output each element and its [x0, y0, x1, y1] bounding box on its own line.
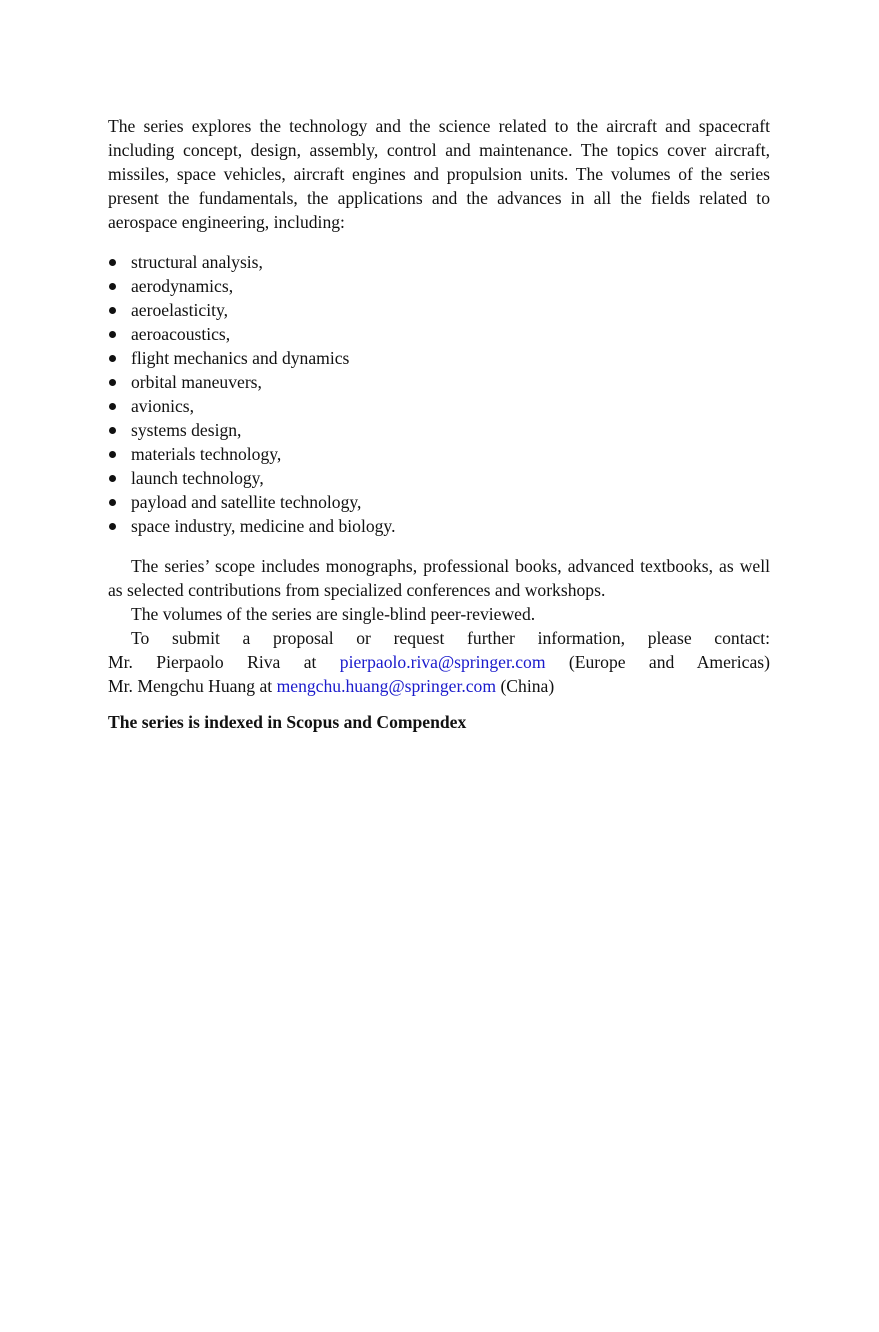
email-link-huang[interactable]: mengchu.huang@springer.com — [276, 676, 497, 696]
topic-label: aerodynamics, — [131, 276, 234, 296]
topic-label: structural analysis, — [131, 252, 263, 272]
contact-intro: To submit a proposal or request further information, please contact: — [131, 628, 770, 648]
scope-paragraph: The series’ scope includes monographs, professional books, advanced textbooks, as well as selected contributions from specialized conferences and workshops. — [108, 556, 770, 600]
list-item — [108, 466, 770, 490]
topic-label: systems design, — [131, 420, 242, 440]
list-item — [108, 514, 770, 538]
email-link-riva[interactable]: pierpaolo.riva@springer.com — [339, 652, 546, 672]
contact-line-europe — [108, 650, 770, 674]
bullet-icon — [109, 307, 116, 314]
topic-list — [108, 250, 770, 538]
contact-paragraph — [108, 626, 770, 698]
topic-label: launch technology, — [131, 468, 264, 488]
bullet-icon — [109, 283, 116, 290]
series-description: The series explores the technology and the science related to the aircraft and spacecraft including concept, design, assembly, control and maintenance. The topics cover aircraft, missiles, space vehicles, aircraft engines and propulsion units. The volumes of the series present the fundamentals, the applications and the advances in all the fields related to aerospace engineering, including: — [108, 116, 770, 232]
bullet-icon — [109, 379, 116, 386]
contact-name-riva: Mr. Pierpaolo Riva at — [108, 652, 340, 672]
topic-label: payload and satellite technology, — [131, 492, 362, 512]
topic-label: aeroelasticity, — [131, 300, 229, 320]
bullet-icon — [109, 523, 116, 530]
bullet-icon — [109, 403, 116, 410]
topic-label: orbital maneuvers, — [131, 372, 262, 392]
series-info-page — [108, 114, 770, 734]
bullet-icon — [109, 475, 116, 482]
bullet-icon — [109, 427, 116, 434]
list-item — [108, 370, 770, 394]
contact-line-china — [108, 674, 770, 698]
list-item — [108, 442, 770, 466]
bullet-icon — [109, 331, 116, 338]
bullet-icon — [109, 499, 116, 506]
indexed-statement: The series is indexed in Scopus and Compendex — [108, 712, 467, 732]
contact-region-europe: (Europe and Americas) — [545, 652, 770, 672]
topic-label: aeroacoustics, — [131, 324, 231, 344]
list-item — [108, 490, 770, 514]
topic-label: avionics, — [131, 396, 195, 416]
bullet-icon — [109, 259, 116, 266]
list-item — [108, 322, 770, 346]
list-item — [108, 298, 770, 322]
contact-name-huang: Mr. Mengchu Huang at — [108, 676, 277, 696]
list-item — [108, 346, 770, 370]
peer-review-paragraph: The volumes of the series are single-blind peer-reviewed. — [131, 604, 536, 624]
bullet-icon — [109, 451, 116, 458]
contact-region-china: (China) — [496, 676, 555, 696]
list-item — [108, 250, 770, 274]
topic-label: flight mechanics and dynamics — [131, 348, 350, 368]
topic-label: space industry, medicine and biology. — [131, 516, 396, 536]
list-item — [108, 418, 770, 442]
list-item — [108, 274, 770, 298]
bullet-icon — [109, 355, 116, 362]
list-item — [108, 394, 770, 418]
topic-label: materials technology, — [131, 444, 282, 464]
